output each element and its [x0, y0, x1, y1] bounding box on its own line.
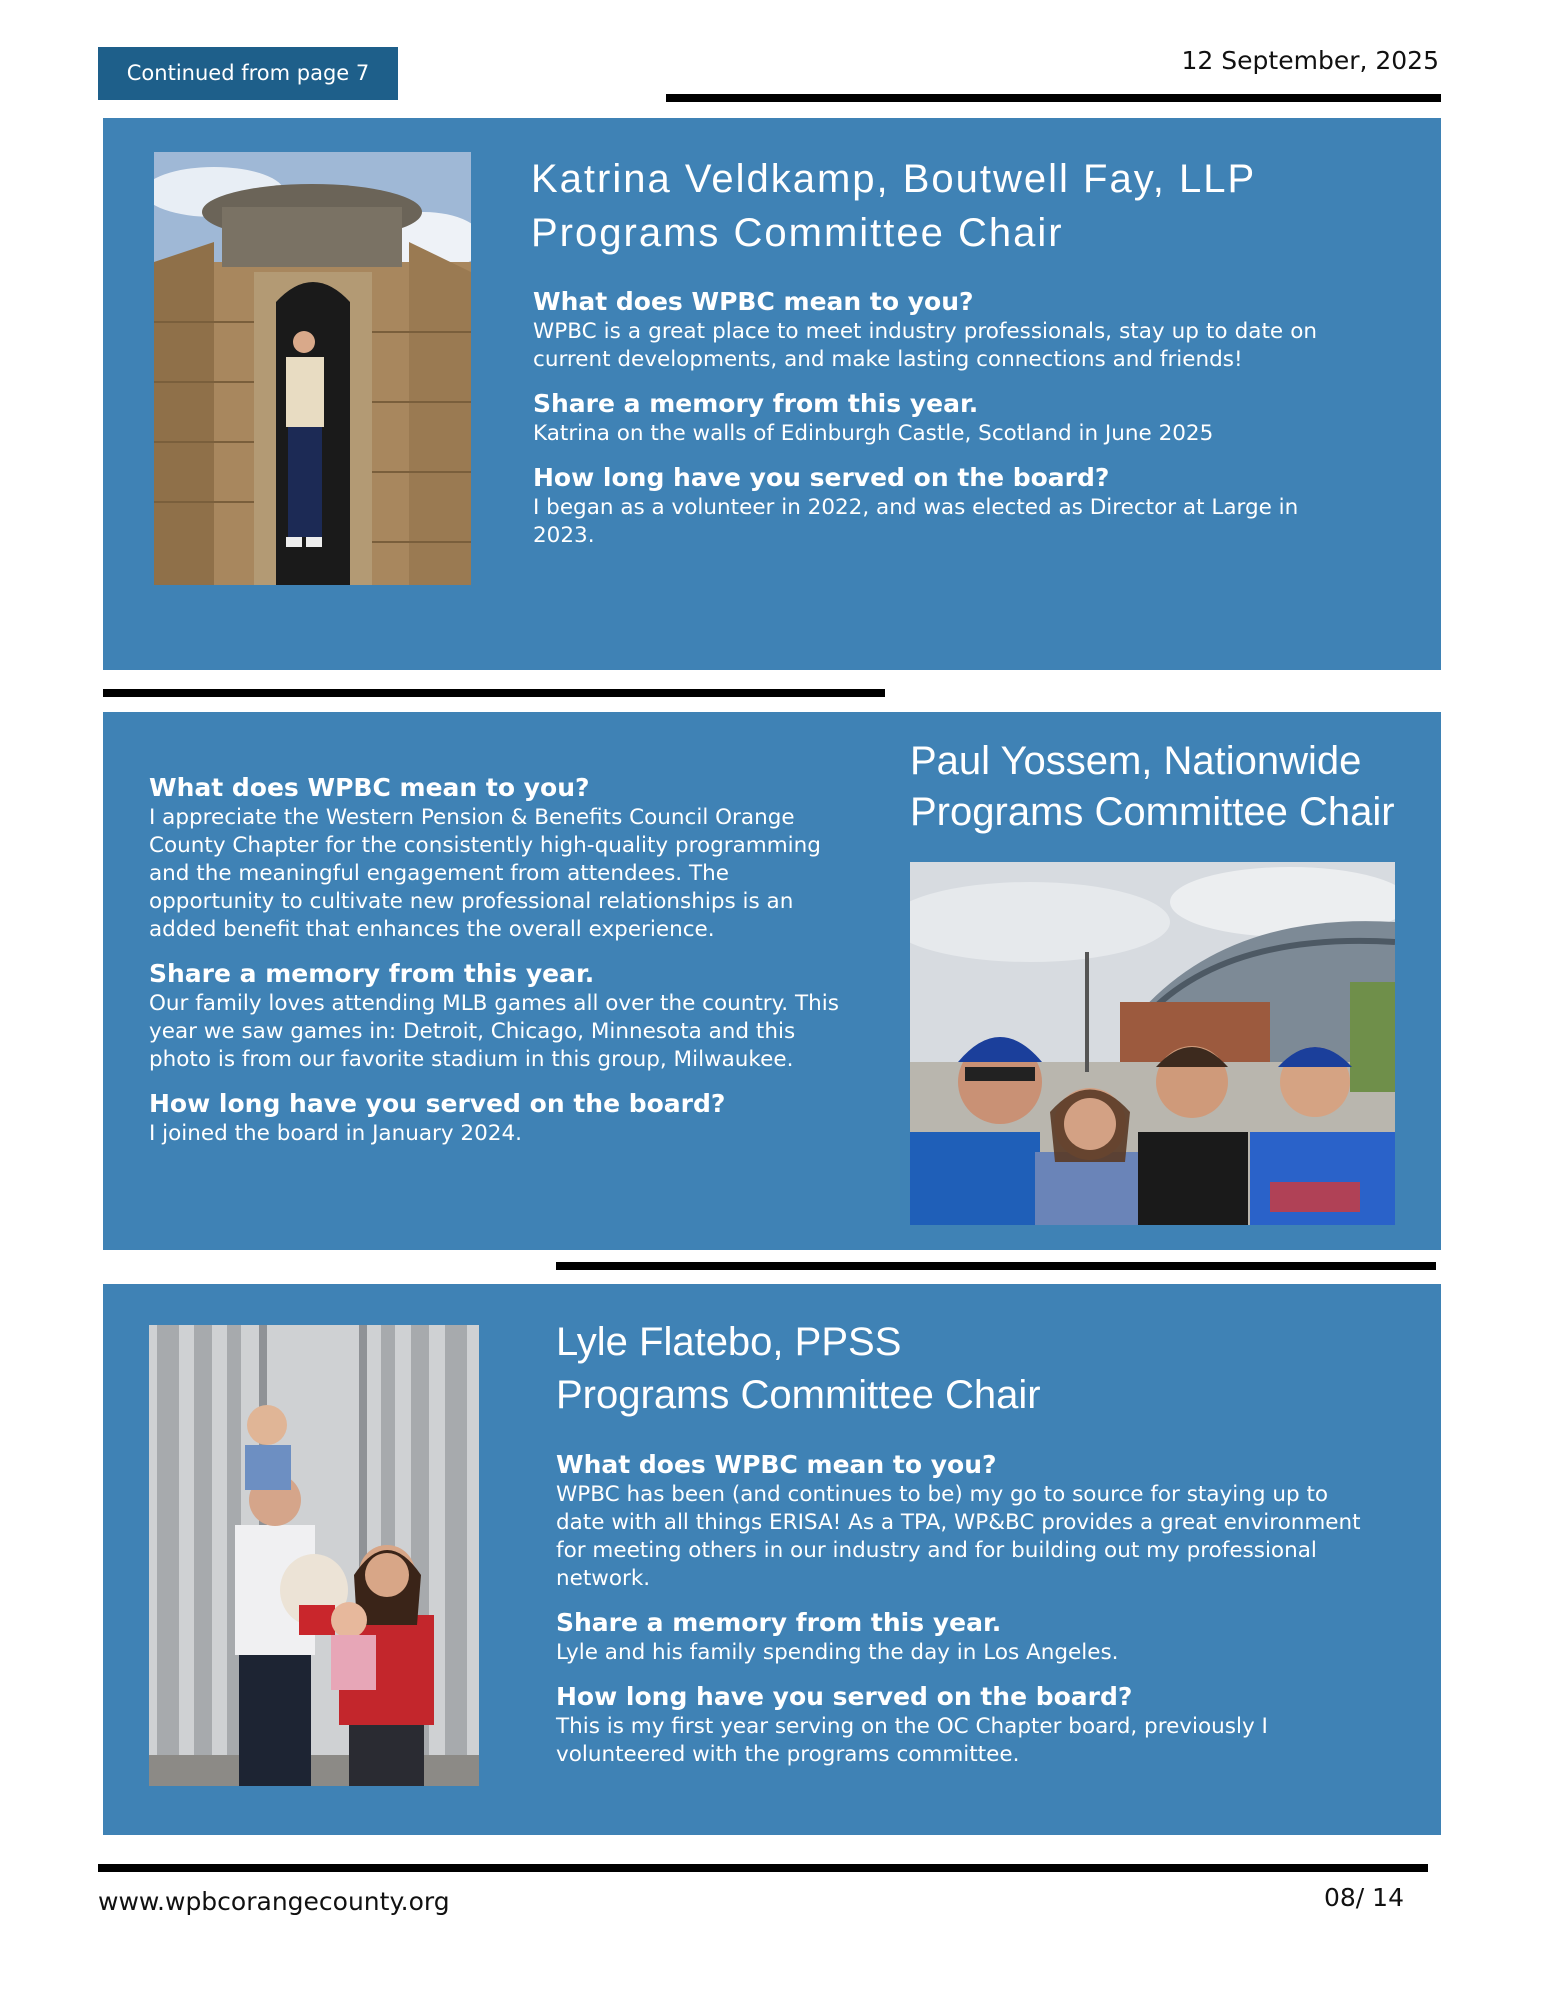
profile-name-katrina: Katrina Veldkamp, Boutwell Fay, LLP	[531, 157, 1257, 201]
question-tenure: How long have you served on the board?	[149, 1089, 726, 1118]
issue-date: 12 September, 2025	[1181, 46, 1439, 75]
qa-block-katrina	[533, 286, 1317, 564]
profile-role-katrina: Programs Committee Chair	[531, 211, 1064, 255]
profile-name-lyle: Lyle Flatebo, PPSS	[556, 1320, 902, 1364]
profile-role-lyle: Programs Committee Chair	[556, 1373, 1041, 1417]
question-meaning: What does WPBC mean to you?	[533, 287, 974, 316]
answer-memory: Katrina on the walls of Edinburgh Castle, Scotland in June 2025	[533, 421, 1214, 446]
continued-from-tag: Continued from page 7	[98, 47, 398, 100]
page-number: 08/ 14	[1324, 1883, 1404, 1912]
question-tenure: How long have you served on the board?	[556, 1682, 1133, 1711]
answer-tenure: I began as a volunteer in 2022, and was elected as Director at Large in 2023.	[533, 495, 1299, 548]
qa-block-paul	[149, 772, 849, 1162]
footer-rule	[98, 1864, 1428, 1872]
qa-block-lyle	[556, 1449, 1376, 1783]
answer-memory: Our family loves attending MLB games all over the country. This year we saw games in: Detroit, Chicago, Minnesota and this photo is from our favorite stadium in this group, Milwaukee.	[149, 991, 839, 1072]
photo-paul-family-milwaukee-stadium	[910, 862, 1395, 1225]
question-meaning: What does WPBC mean to you?	[149, 773, 590, 802]
question-memory: Share a memory from this year.	[149, 959, 595, 988]
divider-rule-2	[556, 1262, 1436, 1270]
profile-card-paul	[103, 712, 1441, 1250]
profile-card-lyle	[103, 1284, 1441, 1835]
question-memory: Share a memory from this year.	[533, 389, 979, 418]
answer-meaning: I appreciate the Western Pension & Benefits Council Orange County Chapter for the consistently high-quality programming and the meaningful engagement from attendees. The opportunity to cultivate new professional relationships is an added benefit that enhances the overall experience.	[149, 805, 821, 942]
divider-rule-1	[103, 689, 885, 697]
question-meaning: What does WPBC mean to you?	[556, 1450, 997, 1479]
question-memory: Share a memory from this year.	[556, 1608, 1002, 1637]
answer-meaning: WPBC is a great place to meet industry professionals, stay up to date on current developments, and make lasting connections and friends!	[533, 319, 1317, 372]
footer-website-link[interactable]: www.wpbcorangecounty.org	[98, 1887, 450, 1916]
profile-name-paul: Paul Yossem, Nationwide	[910, 739, 1362, 783]
answer-tenure: This is my first year serving on the OC Chapter board, previously I volunteered with the programs committee.	[556, 1714, 1268, 1767]
profile-role-paul: Programs Committee Chair	[910, 790, 1395, 834]
photo-katrina-edinburgh-castle	[154, 152, 471, 585]
photo-lyle-family-los-angeles	[149, 1325, 479, 1786]
answer-memory: Lyle and his family spending the day in Los Angeles.	[556, 1640, 1119, 1665]
profile-card-katrina	[103, 118, 1441, 670]
answer-tenure: I joined the board in January 2024.	[149, 1121, 522, 1146]
answer-meaning: WPBC has been (and continues to be) my go to source for staying up to date with all things ERISA! As a TPA, WP&BC provides a great environment for meeting others in our industry and for building out my professional network.	[556, 1482, 1361, 1591]
question-tenure: How long have you served on the board?	[533, 463, 1110, 492]
header-rule	[666, 94, 1441, 102]
